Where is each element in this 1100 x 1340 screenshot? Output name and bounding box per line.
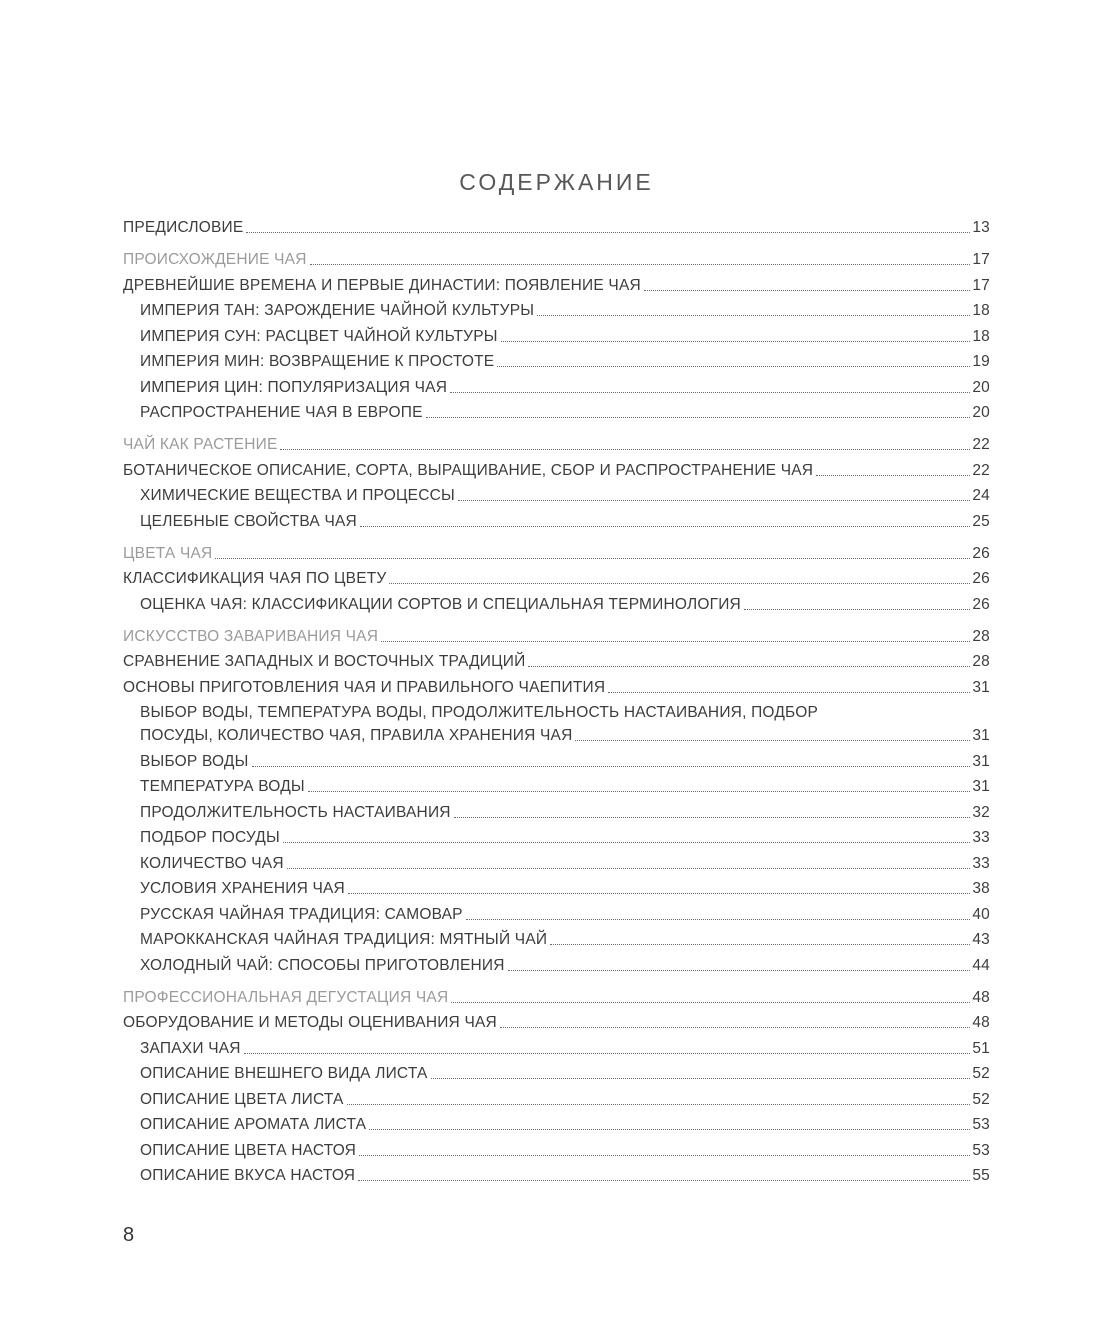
dotted-leader (308, 791, 970, 792)
dotted-leader (359, 1155, 970, 1156)
toc-entry (123, 488, 990, 504)
toc-entry-page-number: 48 (972, 1014, 990, 1031)
toc-entry (123, 437, 990, 453)
toc-entry-page-number: 20 (972, 378, 990, 396)
toc-entry-label: ИМПЕРИЯ ТАН: ЗАРОЖДЕНИЕ ЧАЙНОЙ КУЛЬТУРЫ (140, 302, 535, 319)
dotted-leader (287, 868, 971, 869)
toc-entry (123, 278, 990, 294)
toc-entry-page-number: 51 (972, 1039, 990, 1057)
toc-entry-label: ХОЛОДНЫЙ ЧАЙ: СПОСОБЫ ПРИГОТОВЛЕНИЯ (140, 956, 505, 974)
dotted-leader (450, 392, 970, 393)
toc-entry-label: УСЛОВИЯ ХРАНЕНИЯ ЧАЯ (140, 880, 345, 897)
toc-entry-label: ОПИСАНИЕ ЦВЕТА ЛИСТА (140, 1090, 344, 1108)
dotted-leader (458, 500, 970, 501)
toc-entry-page-number: 31 (972, 727, 990, 744)
dotted-leader (608, 692, 970, 693)
toc-entry-label: ОПИСАНИЕ АРОМАТА ЛИСТА (140, 1116, 367, 1133)
toc-entry-page-number: 53 (972, 1141, 990, 1159)
dotted-leader (537, 315, 970, 316)
toc-entry (123, 1143, 990, 1159)
toc-entry-label: ПРОФЕССИОНАЛЬНАЯ ДЕГУСТАЦИЯ ЧАЯ (123, 988, 449, 1006)
dotted-leader (431, 1078, 971, 1079)
dotted-leader (215, 558, 970, 559)
dotted-leader (360, 526, 970, 527)
toc-entry-page-number: 31 (972, 778, 990, 795)
dotted-leader (497, 366, 970, 367)
toc-entry (123, 779, 990, 795)
dotted-leader (381, 641, 970, 642)
toc-entry-label: ИСКУССТВО ЗАВАРИВАНИЯ ЧАЯ (123, 627, 379, 645)
toc-entry-label: ЧАЙ КАК РАСТЕНИЕ (123, 436, 278, 453)
dotted-leader (310, 264, 971, 265)
toc-entry-page-number: 18 (972, 327, 990, 345)
toc-entry (123, 754, 990, 770)
toc-entry-page-number: 20 (972, 404, 990, 421)
toc-entry-page-number: 13 (972, 219, 990, 236)
toc-entry-page-number: 43 (972, 931, 990, 948)
toc-entry-label: КЛАССИФИКАЦИЯ ЧАЯ ПО ЦВЕТУ (123, 570, 387, 587)
dotted-leader (244, 1053, 971, 1054)
toc-entry-label: ОПИСАНИЕ ВКУСА НАСТОЯ (140, 1167, 356, 1184)
toc-entry (123, 1092, 990, 1108)
toc-entry (123, 1168, 990, 1184)
toc-entry-page-number: 52 (972, 1065, 990, 1082)
toc-entry-page-number: 19 (972, 353, 990, 370)
toc-entry (123, 881, 990, 897)
toc-entry-label: ОПИСАНИЕ ЦВЕТА НАСТОЯ (140, 1141, 357, 1159)
dotted-leader (466, 919, 971, 920)
toc-entry-label: МАРОККАНСКАЯ ЧАЙНАЯ ТРАДИЦИЯ: МЯТНЫЙ ЧАЙ (140, 931, 548, 948)
toc-entry (123, 354, 990, 370)
dotted-leader (389, 583, 970, 584)
toc-entry-label: РАСПРОСТРАНЕНИЕ ЧАЯ В ЕВРОПЕ (140, 404, 423, 421)
toc-entry-label: ИМПЕРИЯ ЦИН: ПОПУЛЯРИЗАЦИЯ ЧАЯ (140, 378, 448, 396)
toc-entry-label: ХИМИЧЕСКИЕ ВЕЩЕСТВА И ПРОЦЕССЫ (140, 487, 455, 504)
toc-entry (123, 805, 990, 821)
toc-entry (123, 907, 990, 923)
toc-entry (123, 571, 990, 587)
toc-entry (123, 958, 990, 974)
dotted-leader (369, 1129, 970, 1130)
dotted-leader (575, 740, 970, 741)
toc-entry (123, 405, 990, 421)
toc-entry-page-number: 40 (972, 905, 990, 923)
dotted-leader (816, 475, 970, 476)
toc-entry-label: КОЛИЧЕСТВО ЧАЯ (140, 854, 284, 872)
dotted-leader (500, 1027, 970, 1028)
page-title: СОДЕРЖАНИЕ (459, 169, 654, 195)
toc-entry (123, 514, 990, 530)
toc-entry (123, 1041, 990, 1057)
toc-entry (123, 1117, 990, 1133)
toc-entry (123, 830, 990, 846)
toc-entry-page-number: 31 (972, 678, 990, 696)
toc-entry (123, 932, 990, 948)
toc-entry-page-number: 24 (972, 487, 990, 504)
toc-entry-page-number: 55 (972, 1167, 990, 1184)
toc-entry (123, 680, 990, 696)
toc-entry (123, 380, 990, 396)
toc-entry-page-number: 26 (972, 595, 990, 613)
toc-entry (123, 629, 990, 645)
toc-entry (123, 856, 990, 872)
dotted-leader (451, 1002, 970, 1003)
toc-entry-label: БОТАНИЧЕСКОЕ ОПИСАНИЕ, СОРТА, ВЫРАЩИВАНИЕ, СБОР И РАСПРОСТРАНЕНИЕ ЧАЯ (123, 461, 814, 479)
toc-entry-label: ПРЕДИСЛОВИЕ (123, 219, 244, 236)
toc-entry-page-number: 53 (972, 1116, 990, 1133)
dotted-leader (280, 449, 970, 450)
dotted-leader (283, 842, 970, 843)
toc-entry-page-number: 33 (972, 829, 990, 846)
toc-entry-page-number: 52 (972, 1090, 990, 1108)
toc-entry-label: ОБОРУДОВАНИЕ И МЕТОДЫ ОЦЕНИВАНИЯ ЧАЯ (123, 1014, 497, 1031)
toc-entry-label-line2: ПОСУДЫ, КОЛИЧЕСТВО ЧАЯ, ПРАВИЛА ХРАНЕНИЯ ЧАЯ (140, 727, 573, 744)
toc-entry-label: ЦВЕТА ЧАЯ (123, 544, 213, 562)
toc-entry (123, 654, 990, 670)
toc-entry-page-number: 33 (972, 854, 990, 872)
toc-entry-page-number: 17 (972, 251, 990, 268)
toc-entry (123, 597, 990, 613)
toc-entry-label-line1: ВЫБОР ВОДЫ, ТЕМПЕРАТУРА ВОДЫ, ПРОДОЛЖИТЕЛЬНОСТЬ НАСТАИВАНИЯ, ПОДБОР (140, 704, 819, 721)
dotted-leader (358, 1180, 970, 1181)
dotted-leader (347, 1104, 971, 1105)
toc-entry-label: РУССКАЯ ЧАЙНАЯ ТРАДИЦИЯ: САМОВАР (140, 905, 463, 923)
dotted-leader (454, 817, 971, 818)
dotted-leader (528, 666, 970, 667)
toc-entry-label: ЦЕЛЕБНЫЕ СВОЙСТВА ЧАЯ (140, 512, 357, 530)
toc-entry-page-number: 38 (972, 880, 990, 897)
dotted-leader (501, 341, 971, 342)
dotted-leader (550, 944, 970, 945)
toc-entry-label: СРАВНЕНИЕ ЗАПАДНЫХ И ВОСТОЧНЫХ ТРАДИЦИЙ (123, 653, 526, 670)
toc-entry (123, 990, 990, 1006)
toc-entry-page-number: 32 (972, 803, 990, 821)
toc-entry-label: ВЫБОР ВОДЫ (140, 752, 249, 770)
toc-entry (123, 303, 990, 319)
toc-entry-label: ЗАПАХИ ЧАЯ (140, 1039, 241, 1057)
dotted-leader (246, 232, 970, 233)
toc-entry-label: ПРОИСХОЖДЕНИЕ ЧАЯ (123, 251, 307, 268)
toc-entry-label: ПРОДОЛЖИТЕЛЬНОСТЬ НАСТАИВАНИЯ (140, 803, 451, 821)
dotted-leader (252, 766, 971, 767)
toc-entry-label: ОЦЕНКА ЧАЯ: КЛАССИФИКАЦИИ СОРТОВ И СПЕЦИАЛЬНАЯ ТЕРМИНОЛОГИЯ (140, 595, 741, 613)
toc-entry (123, 546, 990, 562)
dotted-leader (644, 290, 970, 291)
toc-entry-page-number: 48 (972, 988, 990, 1006)
toc-entry-label: ОПИСАНИЕ ВНЕШНЕГО ВИДА ЛИСТА (140, 1065, 428, 1082)
toc-entry (123, 220, 990, 236)
toc-entry-page-number: 26 (972, 544, 990, 562)
toc-entry (123, 463, 990, 479)
toc-entry-label: ДРЕВНЕЙШИЕ ВРЕМЕНА И ПЕРВЫЕ ДИНАСТИИ: ПОЯВЛЕНИЕ ЧАЯ (123, 276, 641, 294)
toc-entry-page-number: 44 (972, 956, 990, 974)
toc-entry-page-number: 28 (972, 653, 990, 670)
toc-entry-page-number: 31 (972, 752, 990, 770)
toc-entry (123, 252, 990, 268)
toc-entry-page-number: 22 (972, 461, 990, 479)
toc-entry (123, 705, 990, 744)
table-of-contents (123, 220, 990, 1184)
toc-entry-label: ИМПЕРИЯ МИН: ВОЗВРАЩЕНИЕ К ПРОСТОТЕ (140, 353, 495, 370)
toc-entry (123, 1066, 990, 1082)
toc-entry-label: ТЕМПЕРАТУРА ВОДЫ (140, 778, 305, 795)
page-number: 8 (123, 1224, 135, 1246)
toc-entry-page-number: 18 (972, 302, 990, 319)
toc-entry-label: ОСНОВЫ ПРИГОТОВЛЕНИЯ ЧАЯ И ПРАВИЛЬНОГО ЧАЕПИТИЯ (123, 678, 606, 696)
toc-entry-page-number: 26 (972, 570, 990, 587)
toc-entry-page-number: 25 (972, 512, 990, 530)
toc-entry-page-number: 17 (972, 276, 990, 294)
toc-entry (123, 329, 990, 345)
dotted-leader (508, 970, 971, 971)
toc-entry-page-number: 22 (972, 436, 990, 453)
toc-entry-label: ПОДБОР ПОСУДЫ (140, 829, 280, 846)
dotted-leader (348, 893, 970, 894)
toc-entry (123, 1015, 990, 1031)
dotted-leader (426, 417, 971, 418)
toc-entry-label: ИМПЕРИЯ СУН: РАСЦВЕТ ЧАЙНОЙ КУЛЬТУРЫ (140, 327, 498, 345)
toc-entry-page-number: 28 (972, 627, 990, 645)
dotted-leader (744, 609, 970, 610)
